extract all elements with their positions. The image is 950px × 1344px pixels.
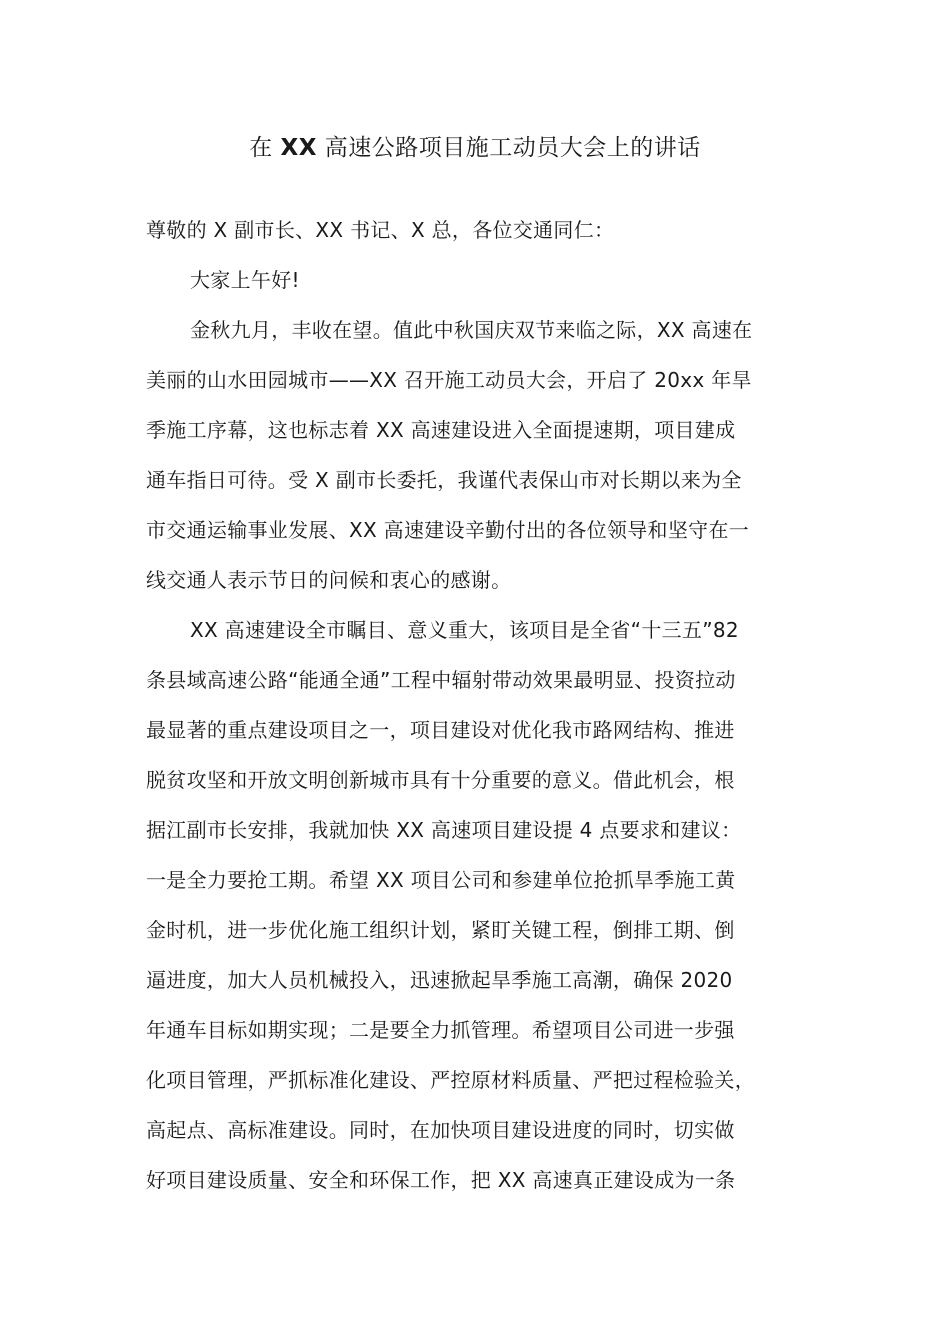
paragraph-line: 线交通人表示节日的问候和衷心的感谢。 [146,568,512,592]
paragraph-line: 季施工序幕，这也标志着 XX 高速建设进入全面提速期，项目建成 [146,418,736,442]
paragraph-line: 逼进度，加大人员机械投入，迅速掀起旱季施工高潮，确保 2020 [146,968,733,992]
paragraph-line: XX 高速建设全市瞩目、意义重大，该项目是全省“十三五”82 [190,618,739,642]
title-suffix: 高速公路项目施工动员大会上的讲话 [316,135,701,161]
greeting-line: 大家上午好! [190,268,300,292]
paragraph-line: 好项目建设质量、安全和环保工作，把 XX 高速真正建设成为一条 [146,1168,736,1192]
paragraph-line: 通车指日可待。受 X 副市长委托，我谨代表保山市对长期以来为全 [146,468,742,492]
paragraph-line: 据江副市长安排，我就加快 XX 高速项目建设提 4 点要求和建议： [146,818,742,842]
paragraph-line: 美丽的山水田园城市——XX 召开施工动员大会，开启了 20xx 年旱 [146,368,752,392]
paragraph-line: 高起点、高标准建设。同时，在加快项目建设进度的同时，切实做 [146,1118,735,1142]
paragraph-line: 一是全力要抢工期。希望 XX 项目公司和参建单位抢抓旱季施工黄 [146,868,736,892]
paragraph-line: 化项目管理，严抓标准化建设、严控原材料质量、严把过程检验关， [146,1068,755,1092]
paragraph-line: 金秋九月，丰收在望。值此中秋国庆双节来临之际，XX 高速在 [190,318,753,342]
paragraph-line: 市交通运输事业发展、XX 高速建设辛勤付出的各位领导和坚守在一 [146,518,750,542]
speech-body [146,205,814,1205]
paragraph-line: 最显著的重点建设项目之一，项目建设对优化我市路网结构、推进 [146,718,735,742]
paragraph-line: 年通车目标如期实现；二是要全力抓管理。希望项目公司进一步强 [146,1018,735,1042]
page-title [0,131,950,165]
title-prefix: 在 [249,135,281,161]
paragraph-line: 条县域高速公路“能通全通”工程中辐射带动效果最明显、投资拉动 [146,668,736,692]
title-bold: XX [280,135,317,161]
salutation-line: 尊敬的 X 副市长、XX 书记、X 总，各位交通同仁： [146,218,615,242]
paragraph-line: 脱贫攻坚和开放文明创新城市具有十分重要的意义。借此机会，根 [146,768,735,792]
paragraph-line: 金时机，进一步优化施工组织计划，紧盯关键工程，倒排工期、倒 [146,918,735,942]
